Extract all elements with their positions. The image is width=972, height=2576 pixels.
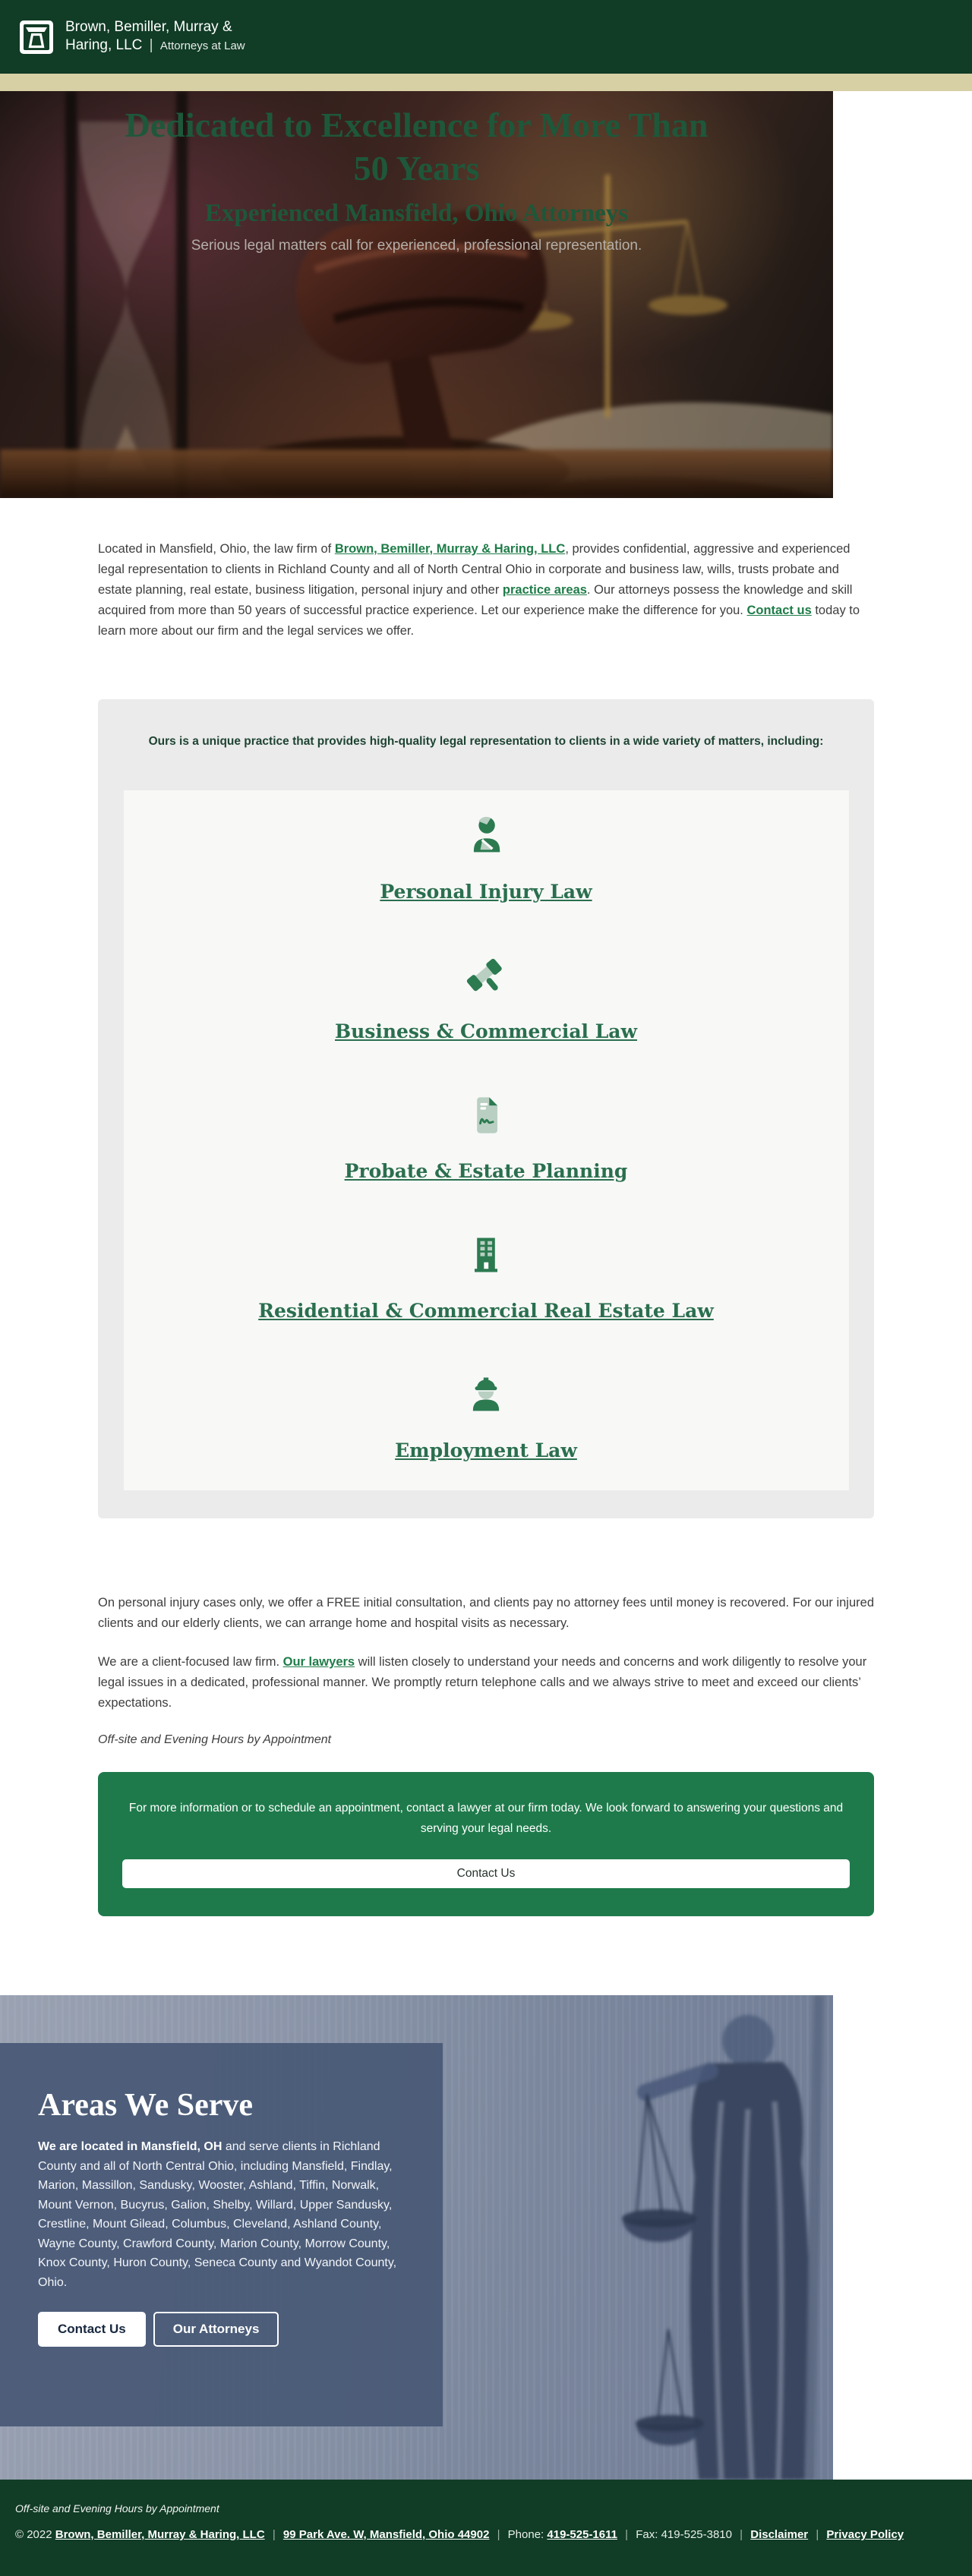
cta-text: For more information or to schedule an appointment, contact a lawyer at our firm today. We look forward to answering your questions and serving your legal needs. [128, 1802, 844, 1835]
hero-title [0, 103, 833, 190]
copyright-prefix: © 2022 [15, 2528, 52, 2541]
practice-link-business-commercial[interactable]: Business & Commercial Law [334, 1020, 638, 1042]
hero-title-line1: Dedicated to Excellence for More Than [125, 106, 708, 144]
desk-shape [0, 449, 833, 498]
statue-shape [622, 1995, 819, 2480]
areas-text: We are located in Mansfield, OH and serve clients in Richland County and all of North Central Ohio, including Mansfield, Findlay, Marion, Massillon, Sandusky, Wooster, Ashland, Tiffin, Norwalk, Mount Vernon, Bucyrus, Galion, Shelby, Willard, Upper Sandusky, Crestline, Mount Gilead, Columbus, Cleveland, Ashland County, Wayne County, Crawford County, Marion County, Morrow County, Knox County, Huron County, Seneca County and Wyandot County, Ohio. [38, 2140, 397, 2289]
construction-worker-icon [463, 1372, 509, 1417]
client-focused-paragraph: We are a client-focused law firm. Our lawyers will listen closely to understand your needs and concerns and work diligently to resolve your legal issues in a dedicated, professional manner. We promptly return telephone calls and we always strive to meet and exceed our clients’ expectations. [98, 1655, 867, 1710]
footer-firm-link[interactable]: Brown, Bemiller, Murray & Haring, LLC [55, 2528, 265, 2541]
phone-label: Phone: [507, 2528, 544, 2541]
legal-document-icon [463, 1093, 509, 1138]
contact-us-link[interactable]: Contact us [746, 604, 812, 617]
site-header [0, 0, 972, 74]
practice-areas-panel [98, 699, 874, 1518]
firm-logo-column-icon[interactable] [20, 20, 53, 54]
areas-we-serve-section [0, 1995, 833, 2480]
areas-title: Areas We Serve [38, 2088, 254, 2123]
tan-accent-stripe [0, 74, 972, 91]
practice-card [124, 790, 849, 1490]
main-content [98, 539, 874, 1916]
practice-item-business-commercial [139, 953, 834, 1042]
divider: | [149, 37, 153, 53]
footer-hours-note: Off-site and Evening Hours by Appointment [15, 2502, 219, 2515]
practice-heading: Ours is a unique practice that provides high-quality legal representation to clients in a wide variety of matters, including: [148, 735, 824, 748]
practice-link-personal-injury[interactable]: Personal Injury Law [380, 881, 592, 903]
our-lawyers-link[interactable]: Our lawyers [282, 1655, 355, 1669]
footer-disclaimer-link[interactable]: Disclaimer [750, 2528, 809, 2541]
hero-subtitle: Experienced Mansfield, Ohio Attorneys [204, 200, 629, 227]
areas-our-attorneys-button[interactable]: Our Attorneys [153, 2312, 279, 2347]
practice-item-employment [139, 1372, 834, 1461]
firm-home-link[interactable]: Brown, Bemiller, Murray & Haring, LLC [334, 542, 566, 556]
hero-tagline: Serious legal matters call for experienced, professional representation. [191, 238, 642, 254]
firm-name [65, 18, 245, 55]
fax-text: Fax: 419-525-3810 [636, 2528, 732, 2541]
intro-paragraph: Located in Mansfield, Ohio, the law firm of Brown, Bemiller, Murray & Haring, LLC, provides confidential, aggressive and experienced legal representation to clients in Richland County and all of North Central Ohio in corporate and business law, wills, trusts probate and estate planning, real estate, business litigation, personal injury and other practice areas. Our attorneys possess the knowledge and skill acquired from more than 50 years of successful practice experience. Let our experience make the difference for you. Contact us today to learn more about our firm and the legal services we offer. [98, 542, 860, 638]
footer-address-link[interactable]: 99 Park Ave. W, Mansfield, Ohio 44902 [282, 2528, 490, 2541]
hero-title-line2: 50 Years [353, 149, 480, 188]
practice-item-personal-injury [139, 813, 834, 903]
hours-note: Off-site and Evening Hours by Appointment [98, 1733, 332, 1746]
firm-name-line2: Haring, LLC | Attorneys at Law [65, 37, 245, 53]
firm-tagline: Attorneys at Law [159, 39, 245, 52]
firm-name-line1: Brown, Bemiller, Murray & [65, 19, 232, 35]
site-footer [0, 2480, 972, 2576]
areas-card [0, 2043, 443, 2426]
footer-copyright-line: © 2022 Brown, Bemiller, Murray & Haring, LLC | 99 Park Ave. W, Mansfield, Ohio 44902 | Phone: 419-525-1611 | Fax: 419-525-3810 | Disclaimer | Privacy Policy [15, 2528, 904, 2541]
areas-buttons [38, 2312, 403, 2347]
practice-areas-link[interactable]: practice areas [502, 583, 587, 597]
practice-item-real-estate [139, 1232, 834, 1322]
injured-person-icon [463, 813, 509, 859]
consultation-paragraph: On personal injury cases only, we offer a FREE initial consultation, and clients pay no attorney fees until money is recovered. For our injured clients and our elderly clients, we can arrange home and hospital visits as necessary. [98, 1596, 874, 1630]
practice-item-probate-estate [139, 1093, 834, 1182]
hero-text [0, 91, 833, 254]
footer-privacy-policy-link[interactable]: Privacy Policy [826, 2528, 904, 2541]
gavel-icon [463, 953, 509, 998]
office-building-icon [463, 1232, 509, 1278]
practice-link-probate-estate[interactable]: Probate & Estate Planning [344, 1160, 628, 1182]
cta-contact-us-button[interactable]: Contact Us [122, 1859, 850, 1888]
footer-phone-link[interactable]: 419-525-1611 [547, 2528, 617, 2541]
hero-banner [0, 91, 833, 498]
practice-link-real-estate[interactable]: Residential & Commercial Real Estate Law [258, 1300, 714, 1322]
cta-panel [98, 1772, 874, 1916]
areas-contact-us-button[interactable]: Contact Us [38, 2312, 146, 2347]
practice-link-employment[interactable]: Employment Law [395, 1439, 577, 1461]
